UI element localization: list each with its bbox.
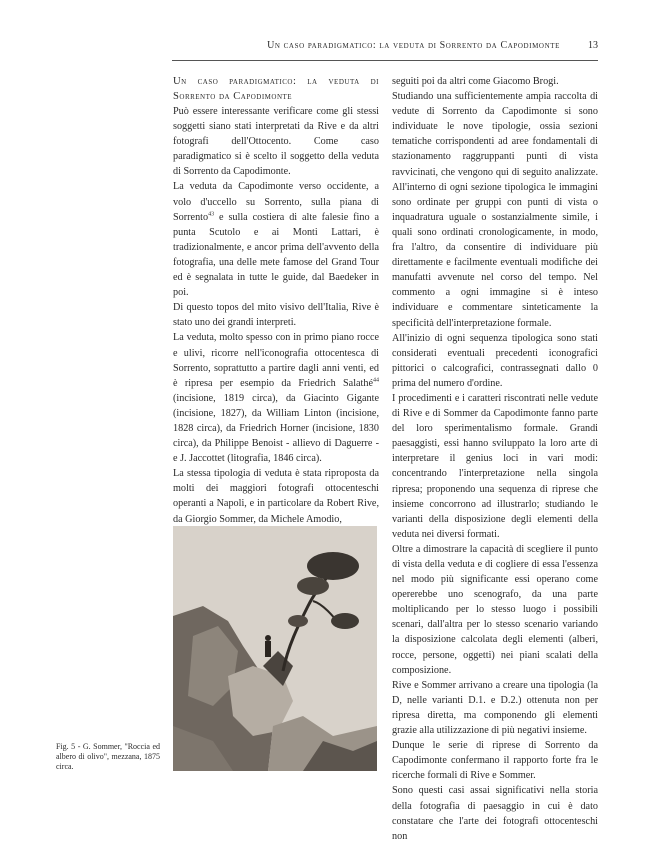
- paragraph: seguiti poi da altri come Giacomo Brogi.: [392, 76, 559, 87]
- left-column: [173, 74, 379, 527]
- paragraph: Di questo topos del mito visivo dell'Italia, Rive è stato uno dei grandi interpreti.: [173, 302, 379, 329]
- figure-photo: [173, 526, 377, 771]
- paragraph: Rive e Sommer arrivano a creare una tipologia (la D, nelle varianti D.1. e D.2.) ottenuta non per ripresa diretta, ma componendo gli elementi grazie alla utilizzazione di più negativi insieme.: [392, 679, 598, 737]
- rock-olive-tree-photo: [173, 526, 377, 771]
- paragraph-text: La veduta, molto spesso con in primo piano rocce e ulivi, ricorre nell'iconografia ottocentesca di Sorrento, soprattutto a partire dagli anni venti, ed è ripresa per esempio da Friedrich Salathé: [173, 332, 379, 389]
- paragraph: [173, 179, 379, 300]
- paragraph-text: (incisione, 1819 circa), da Giacinto Gigante (incisione, 1827), da William Linton (incisione, 1828 circa), da Friedrich Horner (incisione, 1830 circa), da Philippe Benoist - allievo di Daguerre - e J. Jaccottet (litografia, 1846 circa).: [173, 392, 379, 465]
- paragraph: [173, 330, 379, 466]
- paragraph: All'inizio di ogni sequenza tipologica sono stati considerati eventuali precedenti iconografici pittorici o calcografici, contrassegnati dallo 0 prima del numero d'ordine.: [392, 332, 598, 389]
- section-title: Un caso paradigmatico: la veduta di Sorrento da Capodimonte: [173, 76, 379, 102]
- paragraph-text: La veduta da Capodimonte verso occidente, a volo d'uccello su Sorrento, sulla piana di Sorrento: [173, 181, 379, 223]
- paragraph: Studiando una sufficientemente ampia raccolta di vedute di Sorrento da Capodimonte si sono individuate le nove tipologie, ossia sezioni tematiche corrispondenti ad aree fondamentali di stazionamento raggruppanti punti di vista ravvicinati, che vengono qui di seguito analizzate. All'interno di ogni sezione tipologica le immagini sono ordinate per gruppi con punti di vista o inquadratura uguale o sostanzialmente simile, i quali sono ordinati cronologicamente, in modo, fra l'altro, da consentire di individuare più direttamente e facilmente eventuali modifiche dei manufatti avvenute nel corso del tempo. Nel commento a ogni immagine si è inteso individuare e commentare sinteticamente la specificità dell'interpretazione formale.: [392, 91, 598, 329]
- paragraph: Oltre a dimostrare la capacità di scegliere il punto di vista della veduta e di cogliere di essa l'essenza nel modo più significante essi operano come opererebbe uno scenografo, da una parte moltiplicando per lo stesso luogo i possibili scenari, dall'altra per lo stesso scenario variando la disposizione calcolata degli elementi (alberi, rocce, persone, oggetti) nei piani scalati della composizione.: [392, 543, 598, 676]
- page-number: 13: [588, 40, 598, 51]
- footnote-ref: 43: [208, 211, 215, 218]
- right-column: [392, 74, 598, 844]
- paragraph: Sono questi casi assai significativi nella storia della fotografia di paesaggio in cui è dato constatare che l'arte dei fotografi ottocenteschi non: [392, 785, 598, 842]
- paragraph: La stessa tipologia di veduta è stata riproposta da molti dei maggiori fotografi ottocenteschi operanti a Napoli, e in particolare da Robert Rive, da Giorgio Sommer, da Michele Amodio,: [173, 468, 379, 525]
- footnote-ref: 44: [373, 377, 379, 384]
- paragraph: Dunque le serie di riprese di Sorrento da Capodimonte confermano il rapporto forte fra le ricerche formali di Rive e Sommer.: [392, 740, 598, 782]
- paragraph: Può essere interessante verificare come gli stessi soggetti siano stati interpretati da Rive e da altri fotografi dell'Ottocento. Come caso paradigmatico si è scelto il soggetto della veduta di Sorrento da Capodimonte.: [173, 106, 379, 178]
- paragraph-text: e sulla costiera di alte falesie fino a punta Scutolo e ai Monti Lattari, è tradizionalmente, e ancor prima dell'avvento della fotografia, una delle mete famose del Grand Tour ed è segnalata in tutte le guide, dal Baedeker in poi.: [173, 211, 379, 299]
- paragraph: I procedimenti e i caratteri riscontrati nelle vedute di Rive e di Sommer da Capodimonte fanno parte del loro sperimentalismo formale. Grandi paesaggisti, essi hanno sviluppato la loro arte di interpretare il genius loci in vari modi: concentrando l'interpretazione nella singola ripresa; proponendo una sequenza di riprese che insieme concorrono ad illustrarlo; studiando le varianti della disposizione degli elementi della veduta nei diversi formati.: [392, 392, 598, 540]
- running-head: Un caso paradigmatico: la veduta di Sorrento da Capodimonte: [267, 40, 560, 51]
- header-rule: [172, 60, 598, 61]
- figure-caption: Fig. 5 - G. Sommer, "Roccia ed albero di olivo", mezzana, 1875 circa.: [56, 742, 160, 771]
